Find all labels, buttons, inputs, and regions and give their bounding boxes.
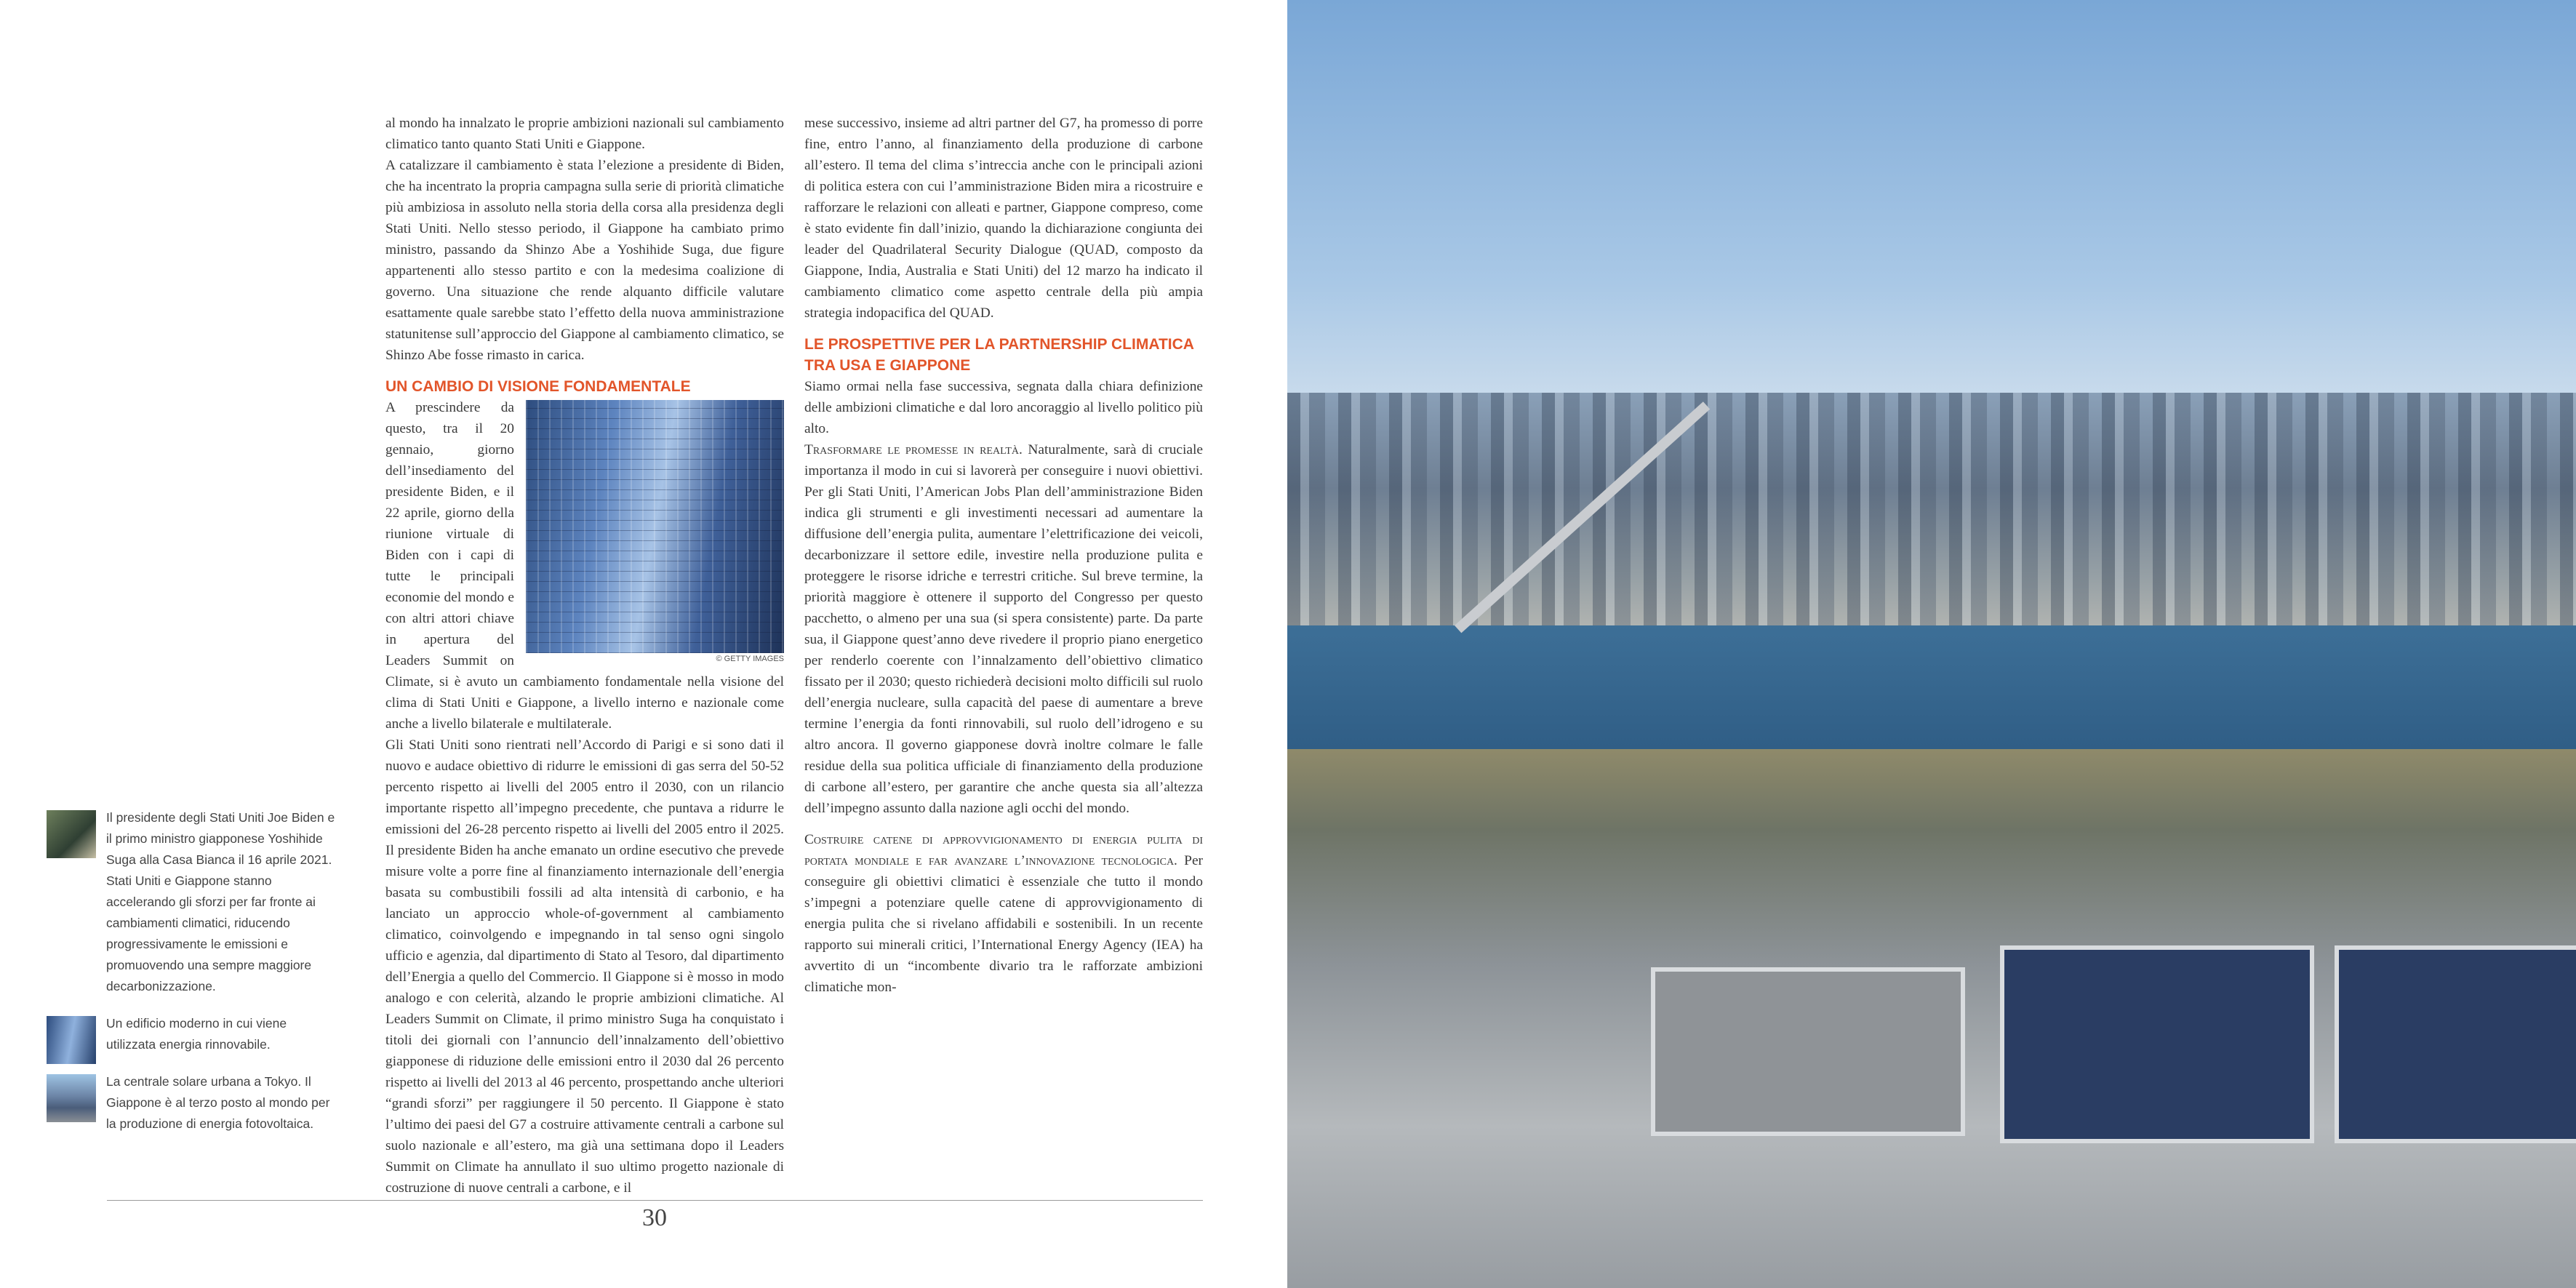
paragraph-body: Naturalmente, sarà di cruciale importanza il modo in cui si lavorerà per conseguire i nuovi obiettivi. Per gli Stati Uniti, l’American Jobs Plan dell’amministrazione Biden indica gli strumenti e gli investimenti necessari ad aumentare la diffusione dell’energia pulita, aumentare l’elettrificazione dei veicoli, decarbonizzare il settore edile, investire nella produzione pulita e proteggere le risorse idriche e terrestri critiche. Sul breve termine, la priorità maggiore è ottenere il supporto del Congresso per questo pacchetto, o almeno per una sua (si spera consistente) parte. Da parte sua, il Giappone quest’anno deve rivedere il proprio piano energetico per renderlo coerente con l’innalzamento dell’obiettivo climatico fissato per il 2030; questo richiederà decisioni molto difficili sul ruolo dell’energia nucleare, sulla capacità del paese di aumentare a breve termine l’energia da fonti rinnovabili, sul ruolo dell’idrogeno e su altro ancora. Il governo giapponese dovrà inoltre colmare le falle residue della sua politica ufficiale di finanziamento della produzione di carbone all’estero, per garantire che anche questa sia all’altezza dell’impegno assunto dalla nazione agli occhi del mondo. xyxy=(804,442,1203,816)
captions xyxy=(47,807,337,1151)
text-column-1 xyxy=(385,113,784,1199)
solar-building-photo xyxy=(526,400,784,653)
building-thumbnail xyxy=(47,1016,96,1064)
city-skyline xyxy=(1287,393,2576,633)
paragraph xyxy=(804,439,1203,819)
caption xyxy=(47,1013,337,1055)
footer-rule xyxy=(107,1200,1203,1201)
caption-text: Un edificio moderno in cui viene utilizzata energia rinnovabile. xyxy=(106,1016,287,1052)
roof xyxy=(1651,967,1965,1136)
paragraph: Siamo ormai nella fase successiva, segnata dalla chiara definizione delle ambizioni climatiche e dal loro ancoraggio al livello politico più alto. xyxy=(804,379,1203,436)
paragraph xyxy=(804,829,1203,998)
tokyo-solar-plant-photo xyxy=(1287,0,2576,1288)
caption xyxy=(47,807,337,997)
paragraph: A catalizzare il cambiamento è stata l’elezione a presidente di Biden, che ha incentrato la propria campagna sulla serie di priorità climatiche più ambiziosa in assoluto nella storia della corsa alla presidenza degli Stati Uniti. Nello stesso periodo, il Giappone ha cambiato primo ministro, passando da Shinzo Abe a Yoshihide Suga, due figure appartenenti allo stesso partito e con la medesima coalizione di governo. Una situazione che rende alquanto difficile valutare esattamente quale sarebbe stato l’effetto della nuova amministrazione statunitense sull’approccio del Giappone al cambiamento climatico, se Shinzo Abe fosse rimasto in carica. xyxy=(385,158,784,363)
leaders-thumbnail xyxy=(47,810,96,858)
tokyo-thumbnail xyxy=(47,1074,96,1122)
river xyxy=(1287,625,2576,756)
caption xyxy=(47,1071,337,1135)
paragraph-body: Per conseguire gli obiettivi climatici è essenziale che tutto il mondo s’impegni a potenziare quelle catene di approvvigionamento di energia pulita che si rivelano affidabili e sostenibili. In un recente rapporto sui minerali critici, l’International Energy Agency (IEA) ha avvertito di un “incombente divario tra le rafforzate ambizioni climatiche mon- xyxy=(804,853,1204,995)
run-in-lead: Trasformare le promesse in realtà. xyxy=(804,442,1023,457)
run-in-lead: Costruire catene di approvvigionamento di energia pulita di portata mondiale e far avanzare l’innovazione tecnologica. xyxy=(804,832,1203,868)
paragraph: A prescindere da questo, tra il 20 gennaio, giorno dell’insediamento del presidente Biden, e il 22 aprile, giorno della riunione virtuale di Biden con i capi di tutte le principali economie del mondo e con altri attori chiave in apertura del Leaders Summit on Climate, si è avuto un cambiamento fondamentale nella visione del clima di Stati Uniti e Giappone, a livello interno e nazionale come anche a livello bilaterale e multilaterale. xyxy=(385,400,784,732)
section-heading: UN CAMBIO DI VISIONE FONDAMENTALE xyxy=(385,378,691,395)
paragraph: al mondo ha innalzato le proprie ambizioni nazionali sul cambiamento climatico tanto quanto Stati Uniti e Giappone. xyxy=(385,116,784,152)
page-number: 30 xyxy=(642,1204,667,1231)
building-photo-block xyxy=(526,400,784,665)
caption-text: Il presidente degli Stati Uniti Joe Biden e il primo ministro giapponese Yoshihide Suga alla Casa Bianca il 16 aprile 2021. Stati Uniti e Giappone stanno accelerando gli sforzi per far fronte ai cambiamenti climatici, riducendo progressivamente le emissioni e promuovendo una sempre maggiore decarbonizzazione. xyxy=(106,810,335,993)
caption-text: La centrale solare urbana a Tokyo. Il Giappone è al terzo posto al mondo per la produzione di energia fotovoltaica. xyxy=(106,1074,330,1131)
solar-roof xyxy=(2000,945,2314,1143)
left-page xyxy=(0,0,1287,1288)
text-column-2 xyxy=(804,113,1203,998)
photo-credit: © GETTY IMAGES xyxy=(716,655,784,663)
paragraph: Gli Stati Uniti sono rientrati nell’Accordo di Parigi e si sono dati il nuovo e audace obiettivo di ridurre le emissioni di gas serra del 50-52 percento rispetto ai livelli del 2005 entro il 2030, con un rilancio importante rispetto all’impegno precedente, che puntava a ridurre le emissioni del 26-28 percento rispetto ai livelli del 2005 entro il 2025. Il presidente Biden ha anche emanato un ordine esecutivo che prevede misure volte a porre fine al finanziamento internazionale dell’energia basata su combustibili fossili ad alta intensità di carbonio, e ha lanciato un approccio whole-of-government al cambiamento climatico, coinvolgendo e impegnando in tal senso ogni singolo ufficio e agenzia, dal dipartimento di Stato al Tesoro, dal dipartimento dell’Energia a quello del Commercio. Il Giappone si è mosso in modo analogo e con celerità, alzando le proprie ambizioni climatiche. Al Leaders Summit on Climate, il primo ministro Suga ha conquistato i titoli dei giornali con l’annuncio dell’innalzamento dell’obiettivo giapponese di riduzione delle emissioni entro il 2030 dal 26 percento rispetto ai livelli del 2013 al 46 percento, prospettando anche ulteriori “grandi sforzi” per raggiungere il 50 percento. Il Giappone è stato l’ultimo dei paesi del G7 a costruire attivamente centrali a carbone sul suolo nazionale e all’estero, ma già una settimana dopo il Leaders Summit on Climate ha annullato il suo ultimo progetto nazionale di costruzione di nuove centrali a carbone, e il xyxy=(385,737,784,1196)
section-heading: LE PROSPETTIVE PER LA PARTNERSHIP CLIMATICA TRA USA E GIAPPONE xyxy=(804,336,1194,374)
solar-roof xyxy=(2335,945,2576,1143)
paragraph: mese successivo, insieme ad altri partner del G7, ha promesso di porre fine, entro l’anno, al finanziamento della produzione di carbone all’estero. Il tema del clima s’intreccia anche con le principali azioni di politica estera con cui l’amministrazione Biden mira a ricostruire e rafforzare le relazioni con alleati e partner, Giappone compreso, come è stato evidente fin dall’inizio, quando la dichiarazione congiunta dei leader del Quadrilateral Security Dialogue (QUAD, composto da Giappone, India, Australia e Stati Uniti) del 12 marzo ha indicato il cambiamento climatico come aspetto centrale della più ampia strategia indopacifica del QUAD. xyxy=(804,116,1203,321)
